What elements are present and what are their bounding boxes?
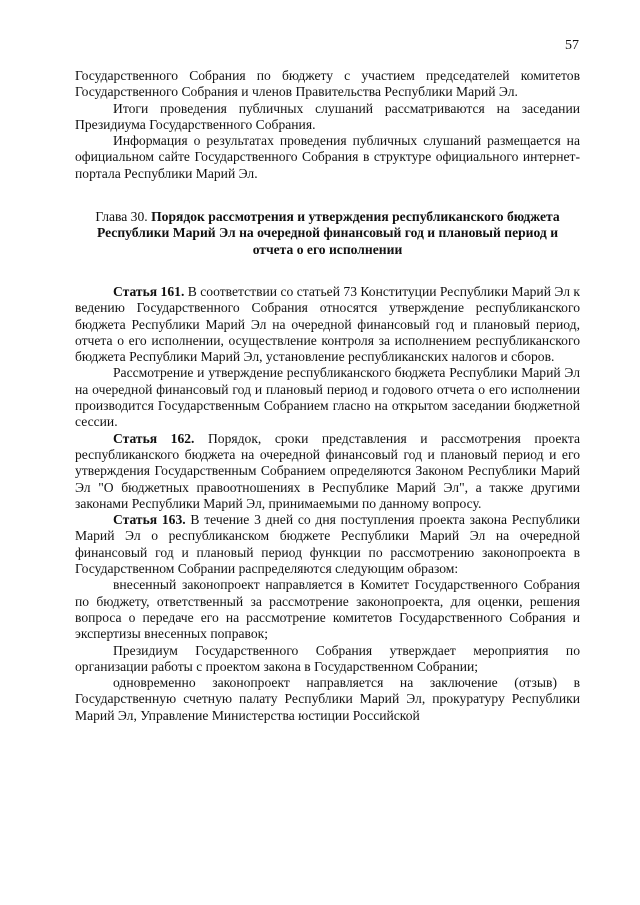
article-161: [75, 284, 580, 365]
paragraph-continuation: Государственного Собрания по бюджету с участием председателей комитетов Государственного Собрания и членов Правительства Республики Марий Эл.: [75, 68, 580, 100]
article-163-text: В течение 3 дней со дня поступления проекта закона Республики Марий Эл о республиканском бюджете Республики Марий Эл на очередной финансовый год и плановый период функции по рассмотрению законопроекта в Государственном Собрании распределяются следующим образом:: [75, 512, 580, 577]
article-163: [75, 512, 580, 577]
article-163-item: внесенный законопроект направляется в Комитет Государственного Собрания по бюджету, ответственный за рассмотрение законопроекта, для оценки, решения вопроса о передаче его на рассмотрение комитетов Государственного Собрания и экспертизы внесенных поправок;: [75, 577, 580, 642]
article-162: [75, 431, 580, 512]
paragraph-hearing-info: Информация о результатах проведения публичных слушаний размещается на официальном сайте Государственного Собрания в структуре официального интернет-портала Республики Марий Эл.: [75, 133, 580, 181]
paragraph-hearing-results: Итоги проведения публичных слушаний рассматриваются на заседании Президиума Государственного Собрания.: [75, 100, 580, 132]
article-161-text: В соответствии со статьей 73 Конституции Республики Марий Эл к ведению Государственного Собрания относятся утверждение республиканского бюджета Республики Марий Эл на очередной финансовый год и плановый период, отчета о его исполнении, осуществление контроля за исполнением республиканского бюджета Республики Марий Эл, установление республиканских налогов и сборов.: [75, 283, 580, 365]
page-body: [75, 68, 580, 724]
article-163-item: одновременно законопроект направляется на заключение (отзыв) в Государственную счетную палату Республики Марий Эл, прокуратуру Республики Марий Эл, Управление Министерства юстиции Российской: [75, 675, 580, 723]
article-163-item: Президиум Государственного Собрания утверждает мероприятия по организации работы с проектом закона в Государственном Собрании;: [75, 642, 580, 674]
article-163-label: Статья 163.: [113, 512, 186, 528]
article-162-label: Статья 162.: [113, 430, 195, 446]
article-161-label: Статья 161.: [113, 283, 185, 299]
article-161-paragraph-2: Рассмотрение и утверждение республиканского бюджета Республики Марий Эл на очередной финансовый год и плановый период и годового отчета о его исполнении производится Государственным Собранием гласно на открытом заседании бюджетной сессии.: [75, 365, 580, 430]
article-162-text: Порядок, сроки представления и рассмотрения проекта республиканского бюджета на очередной финансовый год и плановый период и его утверждения Государственным Собранием определяются Законом Республики Марий Эл "О бюджетных правоотношениях в Республике Марий Эл", а также другими законами Республики Марий Эл, принимаемыми по данному вопросу.: [75, 430, 580, 511]
chapter-heading: [75, 209, 580, 258]
chapter-title: Порядок рассмотрения и утверждения республиканского бюджета Республики Марий Эл на очередной финансовый год и плановый период и отчета о его исполнении: [96, 209, 560, 257]
chapter-label: Глава 30.: [95, 209, 152, 225]
page-number: 57: [565, 38, 579, 53]
